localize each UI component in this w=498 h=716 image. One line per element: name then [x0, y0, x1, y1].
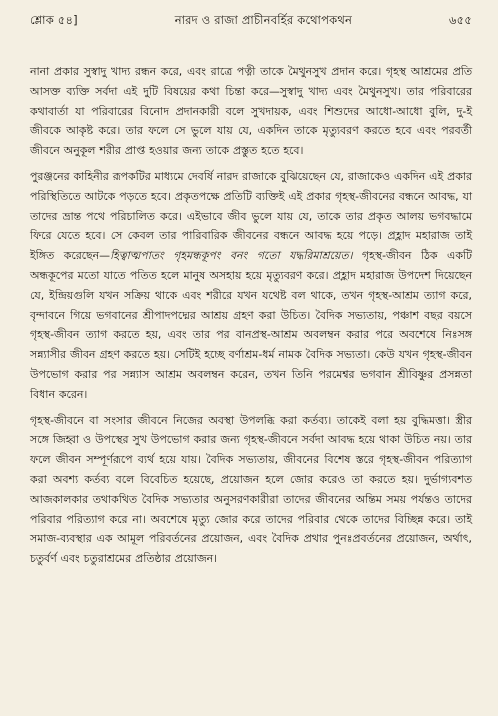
running-title: নারদ ও রাজা প্রাচীনবর্হির কথোপকথন: [174, 13, 353, 27]
verse-reference: শ্লোক ৫৪]: [30, 13, 78, 27]
paragraph-text: গৃহস্থ-জীবন ঠিক একটি অন্ধকূপের মতো যাতে পতিত হলে মানুষ অসহায় হয়ে মৃত্যুবরণ করে। প্রহ্লাদ মহারাজ উপদেশ দিয়েছেন যে, ইন্দ্রিয়গুলি যখন সক্রিয় থাকে এবং শরীরে যখন যথেষ্ট বল থাকে, তখন গৃহস্থ-আশ্রম ত্যাগ করে, বৃন্দাবনে গিয়ে ভগবানের শ্রীপাদপদ্মের আশ্রয় গ্রহণ করা উচিত। বৈদিক সভ্যতায়, পঞ্চাশ বছর বয়সে গৃহস্থ-জীবন ত্যাগ করতে হয়, এবং তার পর বানপ্রস্থ-আশ্রম অবলম্বন করার পরে অবশেষে নিঃসঙ্গ সন্ন্যাসীর জীবন গ্রহণ করতে হয়। সেটিই হচ্ছে বর্ণাশ্রম-ধর্ম নামক বৈদিক সভ্যতা। কেউ যখন গৃহস্থ-জীবন উপভোগ করার পর সন্ন্যাস আশ্রম অবলম্বন করেন, তখন তিনি পরমেশ্বর ভগবান শ্রীবিষ্ণুর প্রসন্নতা বিধান করেন।: [30, 249, 472, 401]
paragraph-text: গৃহস্থ-জীবনে বা সংসার জীবনে নিজের অবস্থা উপলব্ধি করা কর্তব্য। তাকেই বলা হয় বুদ্ধিমত্তা। স্ত্রীর সঙ্গে জিহ্বা ও উপস্থের সুখ উপভোগ করার জন্য গৃহস্থ-জীবনে সর্বদা আবদ্ধ হয়ে থাকা উচিত নয়। তার ফলে জীবন সম্পূর্ণরূপে ব্যর্থ হয়ে যায়। বৈদিক সভ্যতায়, জীবনের বিশেষ স্তরে গৃহস্থ-জীবন পরিত্যাগ করা অবশ্য কর্তব্য বলে বিবেচিত হয়েছে, প্রয়োজন হলে জোর করেও তা করতে হয়। দুর্ভাগ্যবশত আজকালকার তথাকথিত বৈদিক সভ্যতার অনুসরণকারীরা তাদের জীবনের অন্তিম সময় পর্যন্তও তাদের পরিবার পরিত্যাগ করে না। অবশেষে মৃত্যু জোর করে তাদের পরিবার থেকে তাদের বিচ্ছিন্ন করে। তাই সমাজ-ব্যবস্থার এক আমূল পরিবর্তনের প্রয়োজন, এবং বৈদিক প্রথার পুনঃপ্রবর্তনের প্রয়োজন, অর্থাৎ, চতুর্বর্ণ এবং চতুরাশ্রমের প্রতিষ্ঠার প্রয়োজন।: [30, 413, 472, 566]
sanskrit-quote: হিত্বাত্মপাতং গৃহমন্ধকূপং বনং গতো যদ্ধরিমাশ্রয়েত।: [110, 249, 353, 263]
paragraph-text: পুরঞ্জনের কাহিনীর রূপকটির মাধ্যমে দেবর্ষি নারদ রাজাকে বুঝিয়েছেন যে, রাজাকেও একদিন এই প্রকার পরিস্থিতিতে আটকে পড়তে হবে। প্রকৃতপক্ষে প্রতিটি ব্যক্তিই এই প্রকার গৃহস্থ-জীবনের বন্ধনে আবদ্ধ, যা তাদের ভ্রান্ত পথে পরিচালিত করে। এইভাবে জীব ভুলে যায় যে, তাকে তার প্রকৃত আলয় ভগবদ্ধামে ফিরে যেতে হবে। সে কেবল তার পারিবারিক জীবনের বন্ধনে আবদ্ধ হয়ে পড়ে। প্রহ্লাদ মহারাজ তাই ইঙ্গিত করেছেন—: [30, 169, 472, 263]
purport-text: [30, 62, 472, 569]
paragraph: [30, 62, 472, 161]
page-header: [30, 12, 472, 31]
page-number: ৬৫৫: [448, 13, 472, 27]
paragraph-text: নানা প্রকার সুস্বাদু খাদ্য রন্ধন করে, এবং রাত্রে পত্নী তাকে মৈথুনসুখ প্রদান করে। গৃহস্থ আশ্রমের প্রতি আসক্ত ব্যক্তি সর্বদা এই দুটি বিষয়ের কথা চিন্তা করে—সুস্বাদু খাদ্য এবং মৈথুনসুখ। তার পরিবারের কথাবার্তা যা পরিবারের বিনোদ প্রদানকারী বলে সুখদায়ক, এবং শিশুদের আধো-আধো বুলি, দু-ই জীবকে আকৃষ্ট করে। তার ফলে সে ভুলে যায় যে, একদিন তাকে মৃত্যুবরণ করতে হবে এবং পরবর্তী জীবনে অনুকূল শরীর প্রাপ্ত হওয়ার জন্য তাকে প্রস্তুত হতে হবে।: [30, 65, 472, 158]
paragraph: [30, 411, 472, 569]
paragraph: [30, 167, 472, 405]
